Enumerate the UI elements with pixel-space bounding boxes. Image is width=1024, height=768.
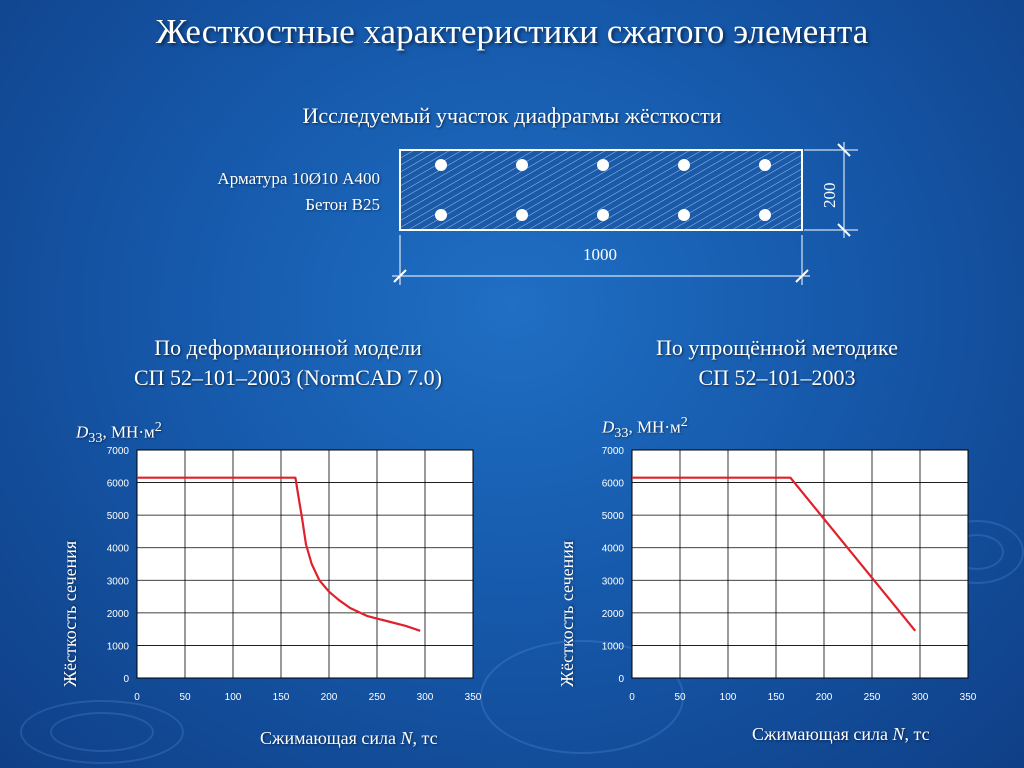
y-tick-label: 4000 xyxy=(601,543,624,555)
y-tick-label: 7000 xyxy=(601,446,624,457)
rebar-dot xyxy=(516,209,528,221)
left-heading-line2: СП 52–101–2003 (NormCAD 7.0) xyxy=(134,365,442,390)
y-tick-label: 0 xyxy=(618,674,624,685)
left-heading-line1: По деформационной модели xyxy=(154,335,422,360)
concrete-label: Бетон В25 xyxy=(305,195,380,214)
right-heading-line2: СП 52–101–2003 xyxy=(698,365,856,390)
y-tick-label: 7000 xyxy=(106,446,129,457)
left-stiffness-chart xyxy=(95,440,495,715)
cross-section-diagram xyxy=(380,135,860,295)
y-tick-label: 5000 xyxy=(106,511,129,523)
y-tick-label: 1000 xyxy=(601,641,624,653)
x-tick-label: 0 xyxy=(629,692,635,703)
x-tick-label: 100 xyxy=(719,692,737,703)
x-tick-label: 200 xyxy=(815,692,833,703)
rebar-label: Арматура 10Ø10 А400 xyxy=(217,169,380,188)
width-dimension-label: 1000 xyxy=(583,245,617,264)
right-x-axis-title: Сжимающая сила N, тс xyxy=(752,724,930,744)
y-tick-label: 4000 xyxy=(106,543,129,555)
x-tick-label: 200 xyxy=(320,692,338,703)
right-y-unit-label: $D_{33}$, $МН\cdot м^2$ xyxy=(602,414,688,442)
plot-area xyxy=(632,450,968,678)
y-tick-label: 2000 xyxy=(601,608,624,620)
height-dimension-label: 200 xyxy=(820,182,839,208)
rebar-dot xyxy=(597,159,609,171)
rebar-dot xyxy=(435,209,447,221)
x-tick-label: 350 xyxy=(464,692,482,703)
ripple-decoration xyxy=(50,712,154,752)
slide-title: Жесткостные характеристики сжатого элемента xyxy=(155,12,869,51)
plot-area xyxy=(137,450,473,678)
x-tick-label: 150 xyxy=(767,692,785,703)
left-x-axis-title: Сжимающая сила N, тс xyxy=(260,728,438,748)
y-tick-label: 0 xyxy=(123,674,129,685)
y-tick-label: 1000 xyxy=(106,641,129,653)
x-tick-label: 50 xyxy=(674,692,686,703)
x-tick-label: 100 xyxy=(224,692,242,703)
y-tick-label: 2000 xyxy=(106,608,129,620)
rebar-dot xyxy=(435,159,447,171)
rebar-dot xyxy=(759,159,771,171)
y-tick-label: 3000 xyxy=(106,576,129,588)
x-tick-label: 50 xyxy=(179,692,191,703)
rebar-dot xyxy=(516,159,528,171)
section-subtitle: Исследуемый участок диафрагмы жёсткости xyxy=(302,103,722,128)
left-y-unit-label: $D_{33}$, $МН\cdot м^2$ xyxy=(76,419,162,447)
y-tick-label: 6000 xyxy=(601,478,624,490)
left-y-axis-title: Жёсткость сечения xyxy=(60,540,80,687)
x-tick-label: 350 xyxy=(959,692,977,703)
y-tick-label: 6000 xyxy=(106,478,129,490)
x-tick-label: 150 xyxy=(272,692,290,703)
rebar-dot xyxy=(759,209,771,221)
y-tick-label: 5000 xyxy=(601,511,624,523)
rebar-dot xyxy=(678,159,690,171)
x-tick-label: 300 xyxy=(911,692,929,703)
rebar-dot xyxy=(678,209,690,221)
right-stiffness-chart xyxy=(590,440,990,715)
y-tick-label: 3000 xyxy=(601,576,624,588)
x-tick-label: 250 xyxy=(863,692,881,703)
right-y-axis-title: Жёсткость сечения xyxy=(557,540,577,687)
right-heading-line1: По упрощённой методике xyxy=(656,335,898,360)
x-tick-label: 300 xyxy=(416,692,434,703)
rebar-dot xyxy=(597,209,609,221)
x-tick-label: 250 xyxy=(368,692,386,703)
x-tick-label: 0 xyxy=(134,692,140,703)
